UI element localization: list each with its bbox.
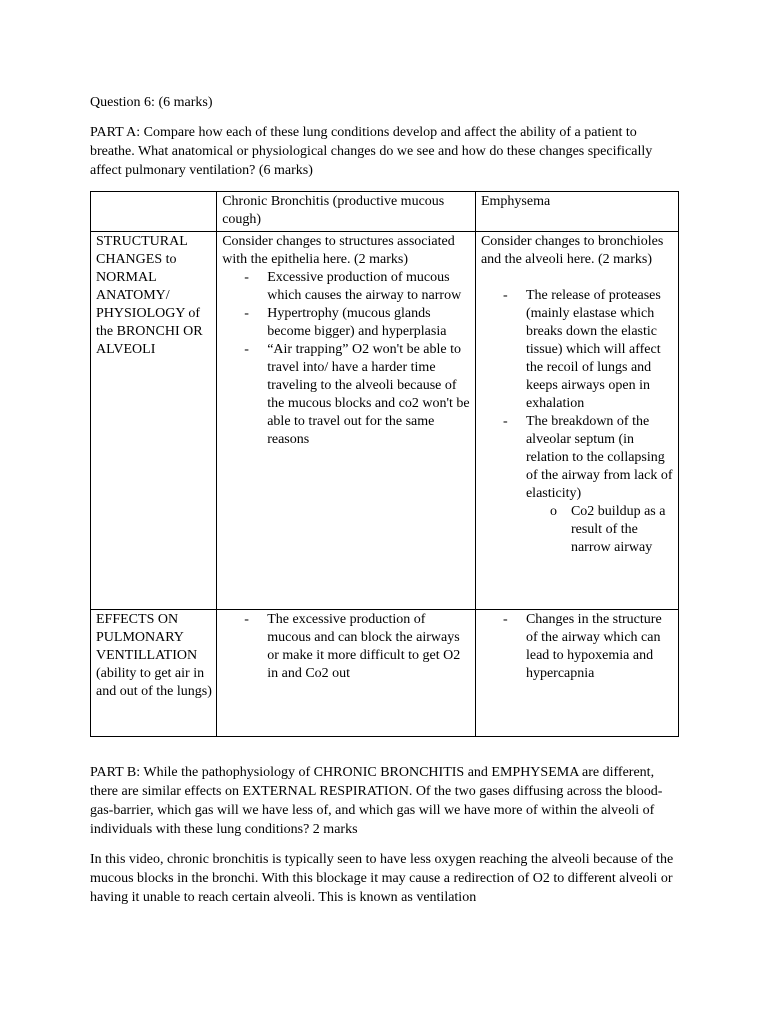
list-item: - The excessive production of mucous and can block the airways or make it more difficult to get O2 in and Co2 out (222, 611, 471, 683)
emphysema-sublist (526, 503, 674, 557)
header-cell-empty (91, 192, 217, 232)
header-cell-bronchitis: Chronic Bronchitis (productive mucous cough) (217, 192, 476, 232)
cell-emphysema-effects (475, 610, 678, 737)
part-b-prompt: PART B: While the pathophysiology of CHRONIC BRONCHITIS and EMPHYSEMA are different, there are similar effects on EXTERNAL RESPIRATION. Of the two gases diffusing across the blood-gas-barrier, which gas will we have less of, and which gas will we have more of within the alveoli of individuals with these lung conditions? 2 marks (90, 765, 663, 837)
row-label-structural: STRUCTURAL CHANGES to NORMAL ANATOMY/ PHYSIOLOGY of the BRONCHI OR ALVEOLI (91, 232, 217, 610)
cell-bronchitis-effects (217, 610, 476, 737)
table-row (91, 232, 679, 610)
bronchitis-structural-list (222, 269, 471, 449)
list-item: - The release of proteases (mainly elastase which breaks down the elastic tissue) which will affect the recoil of lungs and keeps airways open in exhalation (481, 287, 674, 413)
list-item: - Hypertrophy (mucous glands become bigger) and hyperplasia (222, 305, 471, 341)
blank-line (481, 269, 674, 287)
list-item: - “Air trapping” O2 won't be able to travel into/ have a harder time traveling to the alveoli because of the mucous blocks and co2 won't be able to travel out for the same reasons (222, 341, 471, 449)
list-item (481, 413, 674, 557)
list-item: - Excessive production of mucous which causes the airway to narrow (222, 269, 471, 305)
question-title: Question 6: (6 marks) (90, 95, 213, 110)
row-label-effects: EFFECTS ON PULMONARY VENTILLATION (ability to get air in and out of the lungs) (91, 610, 217, 737)
cell-emphysema-structural (475, 232, 678, 610)
table-row (91, 610, 679, 737)
comparison-table (90, 191, 679, 737)
part-a-prompt: PART A: Compare how each of these lung conditions develop and affect the ability of a patient to breathe. What anatomical or physiological changes do we see and how do these changes specifically affect pulmonary ventilation? (6 marks) (90, 125, 653, 178)
emphysema-effects-list (481, 611, 674, 683)
list-item: - Changes in the structure of the airway which can lead to hypoxemia and hypercapnia (481, 611, 674, 683)
sub-list-item: o Co2 buildup as a result of the narrow airway (526, 503, 674, 557)
bronchitis-effects-list (222, 611, 471, 683)
table-header-row (91, 192, 679, 232)
emphysema-structural-list (481, 287, 674, 557)
header-cell-emphysema: Emphysema (475, 192, 678, 232)
list-item-text: The breakdown of the alveolar septum (in relation to the collapsing of the airway from lack of elasticity) (525, 414, 673, 501)
emphysema-structural-intro: Consider changes to bronchioles and the alveoli here. (2 marks) (480, 234, 664, 267)
part-b-answer: In this video, chronic bronchitis is typically seen to have less oxygen reaching the alveoli because of the mucous blocks in the bronchi. With this blockage it may cause a redirection of O2 to different alveoli or having it unable to reach certain alveoli. This is known as ventilation (90, 852, 674, 905)
bronchitis-structural-intro: Consider changes to structures associated with the epithelia here. (2 marks) (222, 234, 455, 267)
cell-bronchitis-structural (217, 232, 476, 610)
